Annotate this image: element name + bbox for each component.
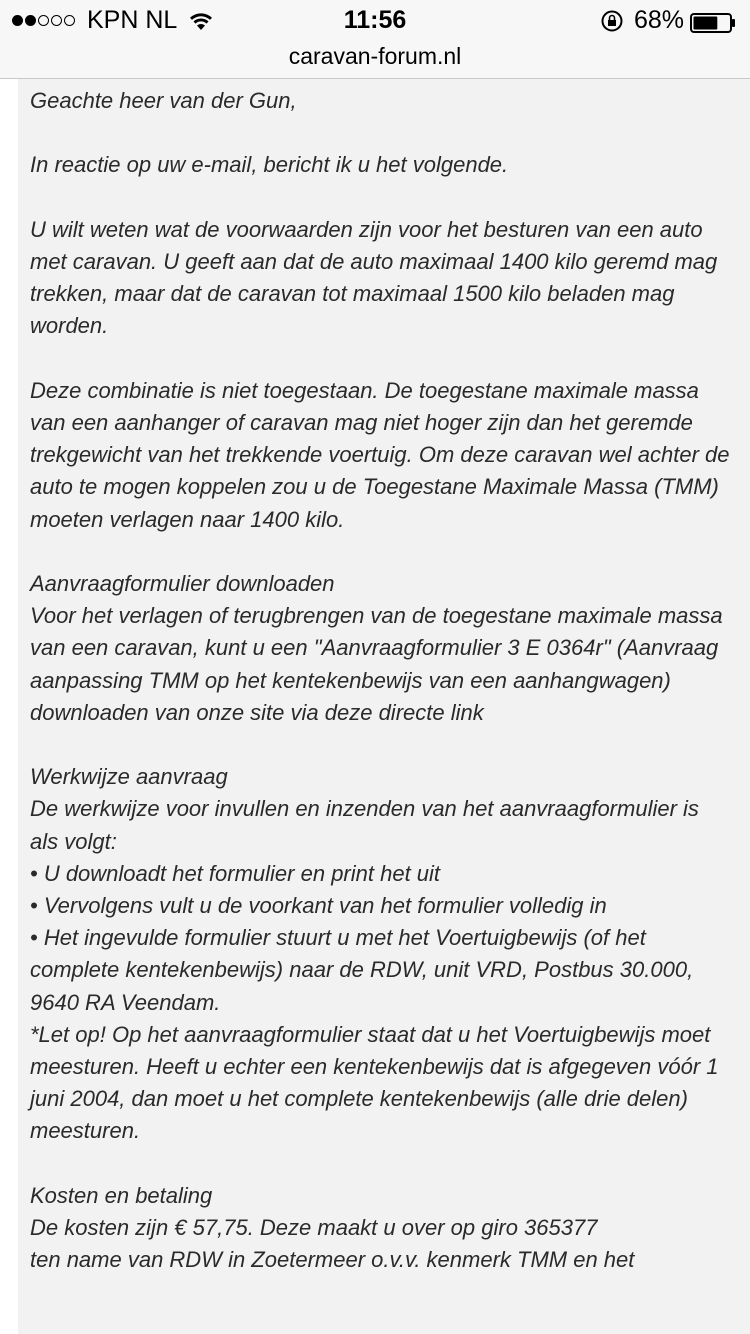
letter-body (30, 85, 730, 1309)
status-time: 11:56 (343, 6, 407, 34)
procedure-intro: De werkwijze voor invullen en inzenden van het aanvraagformulier is als volgt: (30, 796, 699, 854)
costs-heading: Kosten en betaling (30, 1182, 213, 1208)
procedure-heading: Werkwijze aanvraag (30, 764, 228, 790)
letter-intro: In reactie op uw e-mail, bericht ik u het volgende. (30, 152, 509, 178)
status-bar (0, 0, 750, 40)
rotation-lock-icon (600, 9, 624, 33)
page-content[interactable] (0, 79, 750, 1334)
content-margin (0, 79, 18, 1334)
battery-percentage: 68% (633, 6, 684, 34)
download-text: Voor het verlagen of terugbrengen van de toegestane maximale massa van een caravan, kunt u een "Aanvraagformulier 3 E 0364r" (Aanvraag aanpassing TMM op het kentekenbewijs van een aanhangwagen) downloaden van onze site via deze directe link (30, 603, 723, 725)
letter-answer: Deze combinatie is niet toegestaan. De toegestane maximale massa van een aanhanger of caravan mag niet hoger zijn dan het geremde trekgewicht van het trekkende voertuig. Om deze caravan wel achter de auto te mogen koppelen zou u de Toegestane Maximale Massa (TMM) moeten verlagen naar 1400 kilo. (30, 377, 730, 532)
procedure-note: *Let op! Op het aanvraagformulier staat dat u het Voertuigbewijs moet meesturen. Heeft u echter een kentekenbewijs dat is afgegeven vóór 1 juni 2004, dan moet u het complete kentekenbewijs (alle drie delen) meesturen. (30, 1021, 719, 1144)
costs-section (30, 1180, 730, 1277)
url-domain[interactable]: caravan-forum.nl (288, 43, 462, 69)
procedure-step: • U downloadt het formulier en print het uit (30, 860, 441, 886)
letter-question: U wilt weten wat de voorwaarden zijn voor het besturen van een auto met caravan. U geeft aan dat de auto maximaal 1400 kilo geremd mag trekken, maar dat de caravan tot maximaal 1500 kilo beladen mag worden. (30, 216, 718, 339)
procedure-step: • Vervolgens vult u de voorkant van het formulier volledig in (30, 893, 607, 918)
costs-line: ten name van RDW in Zoetermeer o.v.v. kenmerk TMM en het (30, 1247, 635, 1273)
address-bar[interactable] (0, 40, 750, 79)
carrier-name: KPN NL (87, 6, 178, 34)
status-right (600, 6, 736, 35)
procedure-section (30, 761, 730, 1147)
download-section (30, 568, 730, 729)
download-heading: Aanvraagformulier downloaden (30, 570, 335, 596)
procedure-step: • Het ingevulde formulier stuurt u met het Voertuigbewijs (of het complete kentekenbewijs) naar de RDW, unit VRD, Postbus 30.000, 9640 RA Veendam. (30, 925, 694, 1015)
costs-line: De kosten zijn € 57,75. Deze maakt u over op giro 365377 (30, 1215, 598, 1241)
letter-greeting: Geachte heer van der Gun, (30, 88, 297, 113)
battery-icon (690, 11, 736, 31)
